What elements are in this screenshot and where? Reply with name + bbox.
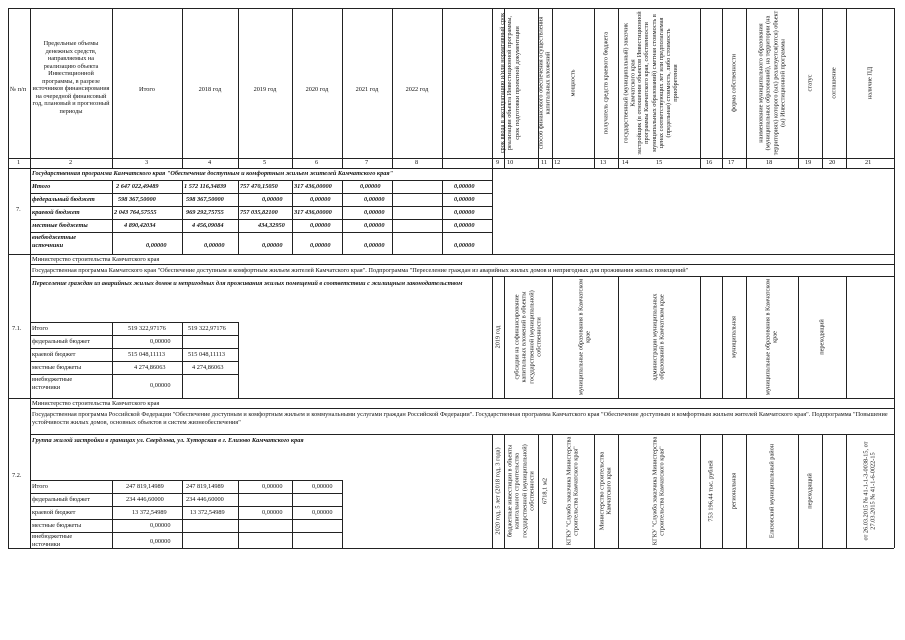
col-number: 15 — [656, 159, 663, 166]
cell-value: 0,00000 — [204, 242, 225, 249]
col-number: 10 — [507, 159, 514, 166]
row-label: Итого — [32, 483, 48, 490]
cell-value: 4 890,42034 — [124, 222, 156, 229]
cell-value: 0,00000 — [262, 483, 283, 490]
col-number: 12 — [554, 159, 561, 166]
table-border-right — [894, 8, 895, 548]
item-developer: администрации муниципальных образований в Камчатском крае — [651, 293, 666, 381]
row-label: Итого — [32, 183, 51, 190]
cell-value: 0,00000 — [454, 209, 475, 216]
header-col-2019: 2019 год — [253, 86, 277, 93]
col-number: 18 — [766, 159, 773, 166]
item-term: 2019 год — [494, 325, 502, 349]
row-label: краевой бюджет — [32, 351, 76, 358]
section-divider — [8, 254, 894, 255]
item-title: Группа жилой застройки в границах ул. Свердлова, ул. Хуторская в г. Елизово Камчатского края — [32, 437, 304, 444]
item-municipality: муниципальные образования в Камчатском крае — [764, 278, 779, 396]
cell-value: 969 292,75755 — [186, 209, 224, 216]
header-col-design-docs: наличие ПД — [866, 66, 874, 100]
row-number: 7.2. — [12, 472, 22, 479]
ministry-heading: Министерство строительства Камчатского края — [32, 256, 160, 263]
cell-value: 0,00000 — [150, 522, 171, 529]
header-col-2022: 2022 год — [405, 86, 429, 93]
cell-value: 1 572 116,34839 — [184, 183, 227, 190]
cell-value: 13 372,54989 — [132, 509, 167, 516]
item-design-docs: от 26.03.2015 № 41-1-1-3-0038-15, от 27.03.2015 № 41-1-6-0022-15 — [862, 441, 877, 541]
header-col-2020: 2020 год — [305, 86, 329, 93]
cell-value: 247 819,14989 — [126, 483, 164, 490]
cell-value: 0,00000 — [150, 538, 171, 545]
cell-value: 0,00000 — [454, 222, 475, 229]
header-col-agreement: соглашение — [830, 67, 838, 99]
header-col-finance-method: способ финансового обеспечения осуществления капитальных вложений — [537, 16, 552, 150]
cell-value: 0,00000 — [360, 183, 381, 190]
ministry-heading: Министерство строительства Камчатского края — [32, 400, 160, 407]
item-status: переходящий — [818, 319, 826, 355]
cell-value: 0,00000 — [310, 242, 331, 249]
cell-value: 0,00000 — [454, 183, 475, 190]
section-divider — [30, 264, 894, 265]
number-row-divider — [8, 168, 894, 169]
header-col-description: Предельные объемы денежных средств, направляемых на реализацию объекта Инвестиционной программы, в разрезе источников финансирования на очередной финансовый год, плановый и прогнозный периоды — [32, 40, 110, 115]
header-col-recipient: получатель средств краевого бюджета — [602, 31, 610, 135]
cell-value: 4 456,09084 — [192, 222, 224, 229]
cell-value: 519 322,97176 — [188, 325, 226, 332]
header-col-total: Итого — [139, 86, 155, 93]
cell-value: 0,00000 — [312, 509, 333, 516]
cell-value: 0,00000 — [310, 222, 331, 229]
row-label: краевой бюджет — [32, 209, 80, 216]
cell-value: 234 446,60000 — [126, 496, 164, 503]
item-title: Переселение граждан из аварийных жилых домов и непригодных для проживания жилых помещений в соответствии с жилищным законодательством — [32, 280, 463, 287]
row-label: краевой бюджет — [32, 509, 76, 516]
cell-value: 0,00000 — [262, 196, 283, 203]
cell-value: 0,00000 — [454, 242, 475, 249]
col-number: 5 — [263, 159, 267, 166]
cell-value: 0,00000 — [364, 209, 385, 216]
col-number: 7 — [365, 159, 369, 166]
row-label: местные бюджеты — [32, 364, 82, 371]
col-number: 11 — [541, 159, 548, 166]
item-finance-method: бюджетные инвестиции в объекты капитального строительства государственной (муниципальной) собственности — [506, 444, 536, 538]
header-col-term: срок ввода в эксплуатацию и/или нормативный срок реализации объекта Инвестиционной программы, срок подготовки проектной документации — [499, 12, 521, 154]
col-number: 14 — [622, 159, 629, 166]
item-capacity: 6718,1 м2 — [541, 477, 549, 505]
cell-value: 757 035,82100 — [240, 209, 278, 216]
row-number: 7.1. — [12, 325, 22, 332]
cell-value: 0,00000 — [364, 242, 385, 249]
header-col-ownership: форма собственности — [730, 54, 738, 112]
cell-value: 757 470,15050 — [240, 183, 278, 190]
item-ownership: региональная — [730, 472, 738, 510]
cell-value: 598 367,50000 — [118, 196, 156, 203]
cell-value: 0,00000 — [262, 242, 283, 249]
cell-value: 0,00000 — [150, 382, 171, 389]
cell-value: 4 274,86063 — [134, 364, 166, 371]
cell-value: 434,32950 — [258, 222, 285, 229]
row-label: внебюджетные источники — [32, 533, 73, 548]
col-number: 3 — [145, 159, 149, 166]
item-term: 2020 год, 5 лет (2018 год, 3 года) — [494, 447, 502, 535]
header-col-capacity: мощность — [569, 69, 577, 97]
col-number: 6 — [315, 159, 319, 166]
row-label: федеральный бюджет — [32, 196, 95, 203]
cell-value: 598 367,50000 — [186, 196, 224, 203]
header-col-status: статус — [806, 74, 814, 92]
col-number: 8 — [415, 159, 419, 166]
subprogram-heading: Государственная программа Российской Федерации "Обеспечение доступным и комфортным жильем и коммунальными услугами граждан Российской Федерации". Государственная программа Камчатского края "Обеспечение доступным и комфортным жильем жителей Камчатского края". Подпрограмма "Повышение устойчивости жилых домов, основных объектов и систем жизнеобеспечения" — [32, 411, 888, 426]
section-divider — [30, 434, 894, 435]
item-status: переходящий — [806, 473, 814, 509]
cell-value: 0,00000 — [146, 242, 167, 249]
row-label: внебюджетные источники — [32, 234, 77, 249]
item-recipient: КГКУ "Служба заказчика Министерства строительства Камчатского края" — [565, 436, 580, 546]
cell-value: 0,00000 — [150, 338, 171, 345]
cell-value: 317 436,00000 — [294, 209, 332, 216]
header-col-2021: 2021 год — [355, 86, 379, 93]
cell-value: 0,00000 — [364, 196, 385, 203]
col-number: 1 — [17, 159, 21, 166]
col-number: 20 — [829, 159, 836, 166]
item-estimate: 753 196,44 тыс. рублей — [707, 460, 715, 522]
cell-value: 515 048,11113 — [188, 351, 226, 358]
cell-value: 247 819,14989 — [186, 483, 224, 490]
col-number: 21 — [865, 159, 872, 166]
col-number: 9 — [496, 159, 500, 166]
table-border-bottom — [8, 548, 894, 549]
cell-value: 0,00000 — [262, 509, 283, 516]
cell-value: 519 322,97176 — [128, 325, 166, 332]
program-title: Государственная программа Камчатского края "Обеспечение доступным и комфортным жильем жителей Камчатского края" — [32, 170, 394, 177]
col-number: 16 — [706, 159, 713, 166]
row-label: местные бюджеты — [32, 222, 88, 229]
header-col-2018: 2018 год — [198, 86, 222, 93]
item-customer: Министерство строительства Камчатского края — [598, 451, 613, 531]
col-number: 19 — [805, 159, 812, 166]
table-border-top — [8, 8, 894, 9]
cell-value: 2 043 764,57555 — [114, 209, 157, 216]
cell-value: 2 647 022,49489 — [116, 183, 159, 190]
item-recipient: муниципальные образования в Камчатском крае — [577, 278, 592, 396]
item-developer: КГКУ "Служба заказчика Министерства строительства Камчатского края" — [651, 436, 666, 546]
section-divider — [8, 398, 894, 399]
cell-value: 13 372,54989 — [190, 509, 225, 516]
header-col-num: № п/п — [10, 86, 27, 93]
row-label: федеральный бюджет — [32, 496, 90, 503]
cell-value: 317 436,00000 — [294, 183, 332, 190]
row-label: Итого — [32, 325, 48, 332]
table-border-left — [8, 8, 9, 548]
header-col-customer: государственный (муниципальный) заказчик Камчатского края — [622, 22, 637, 144]
item-ownership: муниципальная — [730, 316, 738, 358]
subprogram-heading: Государственная программа Камчатского края "Обеспечение доступным и комфортным жильем жителей Камчатского края". Подпрограмма "Переселение граждан из аварийных жилых домов и непригодных для проживания жилых помещений" — [32, 267, 689, 274]
item-municipality: Елизовский муниципальный район — [768, 443, 776, 539]
cell-value: 0,00000 — [312, 483, 333, 490]
row-label: местные бюджеты — [32, 522, 82, 529]
item-finance-method: субсидии на софинансирование капитальных вложений в объекты государственной (муниципальной) собственности — [513, 290, 543, 384]
col-number: 2 — [69, 159, 73, 166]
header-col-municipality: наименование муниципального образования (муниципальных образований), на территории (на территориях) которого (ых) реализуется(ются) объект (ы) Инвестиционной программы — [757, 10, 787, 156]
cell-value: 515 048,11113 — [128, 351, 166, 358]
cell-value: 0,00000 — [364, 222, 385, 229]
col-number: 4 — [208, 159, 212, 166]
col-number: 17 — [728, 159, 735, 166]
header-divider — [8, 158, 894, 159]
section-divider — [30, 276, 894, 277]
row-label: федеральный бюджет — [32, 338, 90, 345]
cell-value: 0,00000 — [310, 196, 331, 203]
row-number: 7. — [16, 206, 21, 213]
cell-value: 234 446,60000 — [186, 496, 224, 503]
header-col-developer: застройщик (в отношении объектов Инвестиционной программы Камчатского края, собственности муниципальных образований) сметная стоимость в ценах соответствующих лет или предполагаемая (предельная) стоимость, либо стоимость приобретения — [636, 11, 680, 155]
cell-value: 4 274,86063 — [192, 364, 224, 371]
section-divider — [30, 408, 894, 409]
col-number: 13 — [600, 159, 607, 166]
row-label: внебюджетные источники — [32, 376, 73, 391]
cell-value: 0,00000 — [454, 196, 475, 203]
